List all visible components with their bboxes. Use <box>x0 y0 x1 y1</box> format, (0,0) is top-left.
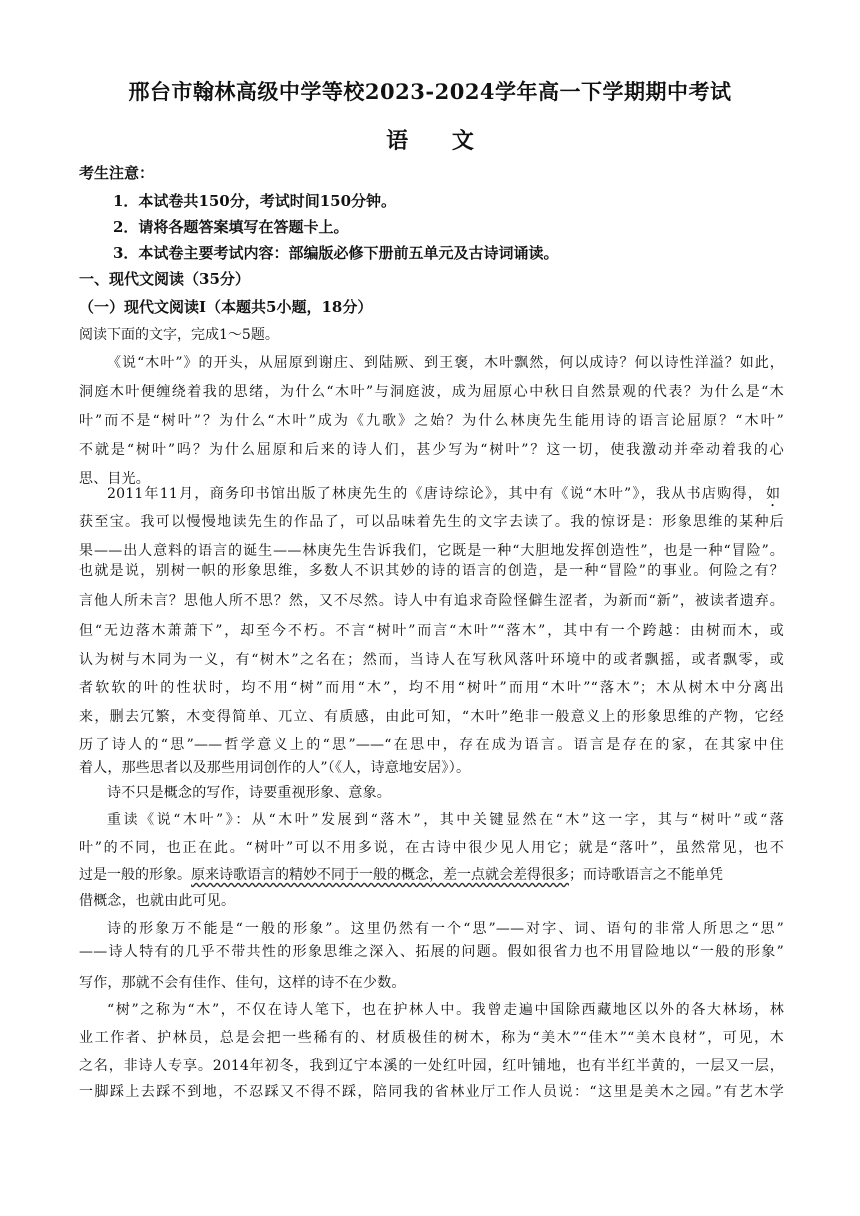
text-line: 2011年11月，商务印书馆出版了林庚先生的《唐诗综论》，其中有《说“木叶”》，我从书店购得， <box>107 486 762 502</box>
text-line: 思、目光。 <box>79 471 150 487</box>
text-line: 诗不只是概念的写作，诗要重视形象、意象。 <box>107 785 391 801</box>
text-line: 重读《说“木叶”》：从“木叶”发展到“落木”，其中关键显然在“木”这一字，其与“树叶”或“落 <box>107 812 784 828</box>
text-line: 但“无边落木萧萧下”，却至今不朽。不言“树叶”而言“木叶”“落木”，其中有一个跨越：由树而木，或 <box>79 623 784 639</box>
text-line: 来，删去冗繁，木变得简单、兀立、有质感，由此可知，“木叶”绝非一般意义上的形象思维的产物，它经 <box>79 709 784 725</box>
text-line: 业工作者、护林员，总是会把一些稀有的、材质极佳的树木，称为“美木”“佳木”“美木良材”，可见，木 <box>79 1030 784 1046</box>
text-line: 不就是“树叶”吗？为什么屈原和后来的诗人们，甚少写为“树叶”？这一切，使我激动并牵动着我的心 <box>79 442 784 458</box>
text-line: 获至宝。我可以慢慢地读先生的作品了，可以品味着先生的文字去读了。我的惊讶是：形象思维的某种后 <box>79 514 784 530</box>
inline-ru: 如 <box>766 486 780 502</box>
text-line: 认为树与木同为一义，有“树木”之名在；然而，当诗人在写秋风落叶环境中的或者飘摇，或者飘零，或 <box>79 652 784 668</box>
notice-item-1: 1．本试卷共150分，考试时间150分钟。 <box>113 192 397 210</box>
text-line: 着人，那些思者以及那些用词创作的人”（《人，诗意地安居》）。 <box>79 760 471 776</box>
text-line: 洞庭木叶便缠绕着我的思绪，为什么“木叶”与洞庭波，成为屈原心中秋日自然景观的代表？为什么是“木 <box>79 384 784 400</box>
section-heading: 一、现代文阅读（35分） <box>79 270 250 288</box>
text-line: 一脚踩上去踩不到地，不忍踩又不得不踩，陪同我的省林业厅工作人员说：“这里是美木之园。”有艺木学 <box>79 1084 784 1100</box>
text-line: 借概念，也就由此可见。 <box>79 893 236 909</box>
text-line: 历了诗人的“思”——哲学意义上的“思”——“在思中，存在成为语言。语言是存在的家，在其家中住 <box>79 737 784 753</box>
text-line: 写作，那就不会有佳作、佳句，这样的诗不在少数。 <box>79 975 406 991</box>
text-line: “树”之称为“木”，不仅在诗人笔下，也在护林人中。我曾走遍中国除西藏地区以外的各大林场，林 <box>107 1002 784 1018</box>
text-line: 叶”的不同，也正在此。“树叶”可以不用多说，在古诗中很少见人用它；就是“落叶”，虽然常见，也不 <box>79 840 784 856</box>
text-line-mixed <box>79 864 784 884</box>
text-line: 果——出人意料的语言的诞生——林庚先生告诉我们，它既是一种“大胆地发挥创造性”，也是一种“冒险”。 <box>79 543 784 559</box>
text-line: ——诗人特有的几乎不带共性的形象思维之深入、拓展的问题。假如很省力也不用冒险地以“一般的形象” <box>79 944 784 960</box>
exam-title: 邢台市翰林高级中学等校2023-2024学年高一下学期期中考试 <box>128 79 732 104</box>
notice-item-3: 3．本试卷主要考试内容：部编版必修下册前五单元及古诗词诵读。 <box>113 244 559 262</box>
text-line: 叶”而不是“树叶”？为什么“木叶”成为《九歌》之始？为什么林庚先生能用诗的语言论屈原？“木叶” <box>79 413 784 429</box>
text-segment: 过是一般的形象。 <box>79 867 191 883</box>
text-line: 《说“木叶”》的开头，从屈原到谢庄、到陆厥、到王褒，木叶飘然，何以成诗？何以诗性洋溢？如此， <box>107 355 784 371</box>
reading-instruction: 阅读下面的文字，完成1～5题。 <box>79 327 279 343</box>
text-segment: ；而诗歌语言之不能单凭 <box>569 867 723 883</box>
subject-title: 语 文 <box>386 128 492 154</box>
text-line: 也就是说，别树一帜的形象思维，多数人不识其妙的诗的语言的创造，是一种“冒险”的事业。何险之有？ <box>79 563 784 579</box>
wavy-underlined-sentence: 原来诗歌语言的精妙不同于一般的概念，差一点就会差得很多 <box>191 867 569 883</box>
text-line: 之名，非诗人专享。2014年初冬，我到辽宁本溪的一处红叶园，红叶铺地，也有半红半黄的，一层又一层， <box>79 1058 784 1074</box>
text-line: 诗的形象万不能是“一般的形象”。这里仍然有一个“思”——对字、词、语句的非常人所思之“思” <box>107 921 784 937</box>
subsection-heading: （一）现代文阅读Ⅰ（本题共5小题，18分） <box>79 298 373 316</box>
text-line: 言他人所未言？思他人所不思？然，又不尽然。诗人中有追求奇险怪僻生涩者，为新而“新”，被读者遗弃。 <box>79 593 784 609</box>
text-line: 者软软的叶的性状时，均不用“树”而用“木”，均不用“树叶”而用“木叶”“落木”；木从树木中分离出 <box>79 680 784 696</box>
notice-item-2: 2．请将各题答案填写在答题卡上。 <box>113 218 349 236</box>
notice-heading: 考生注意： <box>79 164 155 182</box>
